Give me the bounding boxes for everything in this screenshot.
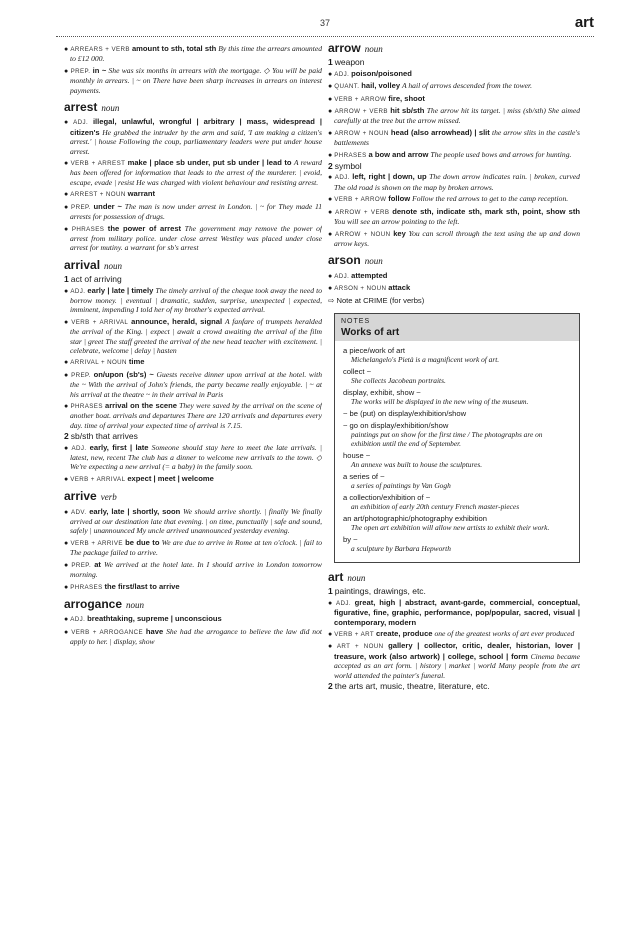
collocate-words: fire, shoot	[388, 93, 425, 103]
note-phrase: an art/photographic/photography exhibition	[343, 513, 487, 523]
collocate-words: left, right | down, up	[352, 172, 427, 182]
collocate-words: the power of arrest	[107, 223, 182, 233]
collocate-words: the first/last to arrive	[104, 581, 180, 591]
collocation-label: PREP.	[71, 203, 91, 211]
collocate-words: in ~	[92, 65, 107, 75]
note-example: An annexe was built to house the sculptures.	[351, 459, 483, 469]
collocation-line	[328, 207, 580, 227]
note-phrase: ~ be (put) on display/exhibition/show	[343, 408, 467, 418]
bullet-icon: ●	[328, 195, 333, 204]
example-text: She was six months in arrears with the mortgage. ◇ You will be paid monthly in arrears. | ~ on There have been sharp increases in arrears on interest payments.	[70, 65, 322, 95]
notes-label: NOTES	[341, 317, 371, 325]
collocation-line	[328, 172, 580, 192]
collocate-words: early, late | shortly, soon	[89, 506, 181, 516]
sense-text: symbol	[334, 161, 362, 172]
collocate-words: create, produce	[375, 628, 433, 638]
entry-arrears-cont	[64, 44, 322, 95]
sense-number: 2	[328, 161, 333, 172]
collocation-label: VERB + ARRIVAL	[70, 475, 126, 483]
collocation-line	[328, 229, 580, 249]
collocation-label: ADJ.	[334, 70, 350, 78]
collocate-words: hit sb/sth	[390, 106, 425, 116]
note-example: a sculpture by Barbara Hepworth	[351, 543, 451, 553]
collocation-label: PHRASES	[70, 403, 103, 410]
collocate-words: announce, herald, signal	[131, 316, 223, 326]
collocate-words: a bow and arrow	[368, 149, 429, 159]
note-item	[343, 409, 571, 418]
sense-number: 1	[64, 274, 69, 285]
collocation-label: ADJ.	[73, 119, 89, 127]
note-example: The open art exhibition will allow new artists to exhibit their work.	[351, 522, 550, 532]
sense-definition	[328, 162, 580, 171]
bullet-icon: ●	[328, 629, 333, 638]
collocation-label: ARROW + VERB	[335, 208, 390, 216]
bullet-icon: ●	[328, 150, 333, 159]
headword: arrival	[64, 257, 101, 272]
bullet-icon: ●	[64, 190, 69, 199]
collocation-line	[64, 44, 322, 64]
collocation-label: PREP.	[71, 561, 92, 569]
entry-head	[64, 489, 322, 504]
example-text: You can scroll through the text using the up and down arrow keys.	[334, 228, 580, 248]
sense-text: the arts art, music, theatre, literature, etc.	[334, 681, 490, 691]
collocation-label: ADJ.	[334, 174, 350, 182]
entry-arrest	[64, 100, 322, 253]
collocate-words: gallery | collector, critic, dealer, historian, lover | treasure, work (also artwork) | college, school | form	[334, 641, 580, 661]
entry-head	[64, 100, 322, 115]
notes-title: Works of art	[341, 326, 400, 338]
bullet-icon: ●	[328, 642, 335, 651]
collocate-words: head (also arrowhead) | slit	[390, 127, 490, 137]
collocation-line	[64, 357, 322, 367]
sense-text: sb/sth that arrives	[70, 431, 138, 442]
collocation-label: VERB + ARRIVAL	[71, 318, 129, 326]
collocation-label: VERB + ARROGANCE	[71, 628, 144, 636]
collocate-words: expect | meet | welcome	[127, 473, 214, 483]
bullet-icon: ●	[328, 69, 333, 78]
entry-arrive	[64, 489, 322, 592]
collocation-label: PREP.	[71, 371, 91, 379]
collocate-words: warrant	[127, 189, 156, 199]
example-text: Guests receive dinner upon arrival at the hotel. with the ~ With the arrival of John's friends, the party became really enjoyable. | ~ at his arrival at the theatre ~ in their arrival in Paris	[70, 369, 322, 399]
bullet-icon: ●	[64, 286, 69, 295]
collocate-words: illegal, unlawful, wrongful | arbitrary | mass, widespread | citizen's	[70, 117, 322, 137]
part-of-speech: noun	[347, 572, 366, 583]
sense-text: paintings, drawings, etc.	[334, 586, 426, 597]
collocate-words: have	[145, 626, 164, 636]
note-example: Michelangelo's Pietà is a magnificent work of art.	[351, 354, 500, 364]
bullet-icon: ●	[64, 507, 70, 516]
sense-text: act of arriving	[70, 274, 122, 285]
collocation-line	[64, 158, 322, 187]
collocation-line	[64, 582, 322, 592]
example-text: Follow the red arrows to get to the camp reception.	[412, 194, 569, 204]
example-text: The timely arrival of the cheque took away the need to borrow money. | eventual | dramatic, sudden, surprise, unexpected | expected, imminent, impending I told her of my brother's expected arrival.	[70, 285, 322, 315]
collocation-label: PREP.	[70, 67, 91, 75]
collocate-words: early | late | timely	[87, 285, 154, 295]
headword: arrow	[328, 44, 361, 55]
collocation-line	[328, 128, 580, 148]
collocation-label: VERB + ART	[334, 630, 375, 638]
cross-reference: ⇨ Note at CRIME (for verbs)	[328, 295, 425, 305]
collocate-words: arrival on the scene	[104, 401, 178, 410]
note-phrase: a collection/exhibition of ~	[343, 492, 431, 502]
collocate-words: key	[393, 228, 406, 238]
collocation-line	[328, 283, 580, 293]
part-of-speech: noun	[101, 103, 120, 114]
collocate-words: poison/poisoned	[351, 68, 412, 78]
note-item	[343, 388, 571, 406]
sense-definition	[64, 275, 322, 284]
example-text: The arrow hit its target. | miss (sb/sth) She aimed carefully at the tree but the arrow missed.	[334, 106, 580, 126]
headword: arson	[328, 253, 361, 268]
example-text: He grabbed the intruder by the arm and said, 'I am making a citizen's arrest.' | house Following the coup, parliamentary leaders were put under house arrest.	[70, 127, 322, 156]
bullet-icon: ●	[328, 82, 333, 91]
example-text: A reward has been offered for information that leads to the arrest of the murderer. | evoid, escape, evade | resist He was charged with violent behaviour and resisting arrest.	[70, 158, 322, 187]
collocation-label: ARRIVAL + NOUN	[70, 359, 127, 367]
note-example: She collects Jacobean portraits.	[351, 375, 446, 385]
collocate-words: follow	[388, 194, 411, 204]
entry-arrogance	[64, 596, 322, 647]
bullet-icon: ●	[328, 128, 333, 137]
sense-definition	[328, 682, 580, 691]
bullet-icon: ●	[64, 627, 70, 636]
example-text: They were saved by the arrival on the scene of another boat. arrivals and departures There are 120 arrivals and departures every day. time of arrival your expected time of arrival is 7.15.	[70, 401, 322, 430]
sense-number: 2	[328, 681, 333, 691]
collocation-line	[328, 194, 580, 204]
bullet-icon: ●	[64, 317, 70, 326]
collocation-label: QUANT.	[334, 83, 360, 91]
collocation-label: ARREST + NOUN	[70, 191, 126, 199]
example-text: the arrow slits in the castle's battlements	[334, 127, 580, 148]
collocation-line	[64, 627, 322, 647]
collocation-label: VERB + ARROW	[334, 196, 387, 204]
collocation-label: ADJ.	[335, 599, 351, 607]
bullet-icon: ●	[328, 207, 334, 216]
left-column	[64, 44, 322, 924]
collocate-words: breathtaking, supreme | unconscious	[87, 614, 222, 624]
part-of-speech: noun	[126, 599, 145, 610]
bullet-icon: ●	[64, 202, 70, 211]
collocation-line	[64, 286, 322, 315]
example-text: Cinema became accepted as an art form. | history | market | world Many people from the art world attended the painter's funeral.	[334, 651, 580, 680]
collocation-label: PHRASES	[334, 151, 367, 159]
headword: arrive	[64, 489, 97, 504]
entry-head	[64, 257, 322, 272]
headword: arrogance	[64, 596, 123, 611]
collocation-line	[64, 443, 322, 472]
right-column	[328, 44, 580, 924]
collocation-label: ADJ.	[71, 444, 87, 452]
collocate-words: time	[128, 357, 145, 367]
example-text: We should arrive shortly. | finally We finally arrived at our destination late that evening. | on time, punctually | safe and sound, safely | unannounced My uncle arrived unannounced yesterday evening.	[70, 506, 322, 536]
collocation-label: ADJ.	[70, 616, 86, 624]
notes-box	[334, 313, 580, 563]
collocation-line	[328, 150, 580, 160]
collocation-line	[64, 538, 322, 558]
note-item	[343, 472, 571, 490]
note-phrase: a series of ~	[343, 471, 385, 481]
example-text: A fanfare of trumpets heralded the arrival of the King. | expect | await a crowd awaiting the arrival of the film star | greet The staff greeted the arrival of the new head teacher with excitement. | celebrate, welcome | delay | hasten	[70, 316, 322, 355]
collocation-line	[328, 81, 580, 91]
bullet-icon: ●	[64, 538, 69, 547]
bullet-icon: ●	[64, 402, 69, 410]
collocation-label: VERB + ARRIVE	[70, 539, 123, 547]
part-of-speech: noun	[364, 44, 383, 54]
page-header	[56, 14, 594, 37]
collocation-label: ADV.	[71, 508, 87, 516]
bullet-icon: ●	[328, 229, 334, 238]
collocation-line	[328, 629, 580, 639]
collocation-line	[64, 474, 322, 484]
sense-definition	[64, 432, 322, 441]
bullet-icon: ●	[64, 615, 69, 624]
collocate-words: attempted	[351, 270, 388, 280]
note-example: paintings put on show for the first time / The photographs are on exhibition until the end of September.	[351, 429, 543, 448]
entry-arrow	[328, 44, 580, 248]
collocation-line	[64, 317, 322, 356]
collocation-label: ARREARS + VERB	[70, 46, 130, 53]
collocation-label: ARSON + NOUN	[334, 285, 387, 293]
collocation-line	[64, 189, 322, 199]
collocate-words: on/upon (sb's) ~	[93, 369, 154, 379]
collocate-words: early, first | late	[89, 442, 149, 452]
bullet-icon: ●	[64, 45, 69, 53]
part-of-speech: noun	[104, 260, 123, 271]
example-text: The down arrow indicates rain. | broken, curved The old road is shown on the map by broken arrows.	[334, 172, 580, 192]
collocation-label: ADJ.	[70, 287, 86, 295]
bullet-icon: ●	[64, 443, 70, 452]
note-phrase: ~ go on display/exhibition/show	[343, 420, 449, 430]
note-phrase: a piece/work of art	[343, 345, 406, 355]
bullet-icon: ●	[64, 66, 69, 75]
example-text: The government may remove the power of arrest from military police. under close arrest Westley was placed under close arrest for mutiny. a warrant for sb's arrest	[70, 223, 322, 253]
note-phrase: by ~	[343, 534, 358, 544]
bullet-icon: ●	[328, 107, 333, 116]
part-of-speech: verb	[100, 492, 117, 503]
example-text: You will see an arrow pointing to the left.	[334, 217, 460, 227]
bullet-icon: ●	[328, 94, 333, 103]
bullet-icon: ●	[64, 224, 70, 233]
note-phrase: house ~	[343, 450, 371, 460]
collocate-words: denote sth, indicate sth, mark sth, point, show sth	[392, 206, 580, 216]
right-column-entries-continued	[328, 569, 580, 691]
notes-header	[335, 314, 579, 341]
example-text: The man is now under arrest in London. | ~ for They made 11 arrests for possession of drugs.	[70, 201, 322, 222]
collocation-line	[328, 94, 580, 104]
sense-definition	[328, 58, 580, 67]
collocation-line	[328, 598, 580, 627]
right-column-entries	[328, 44, 580, 305]
headword: arrest	[64, 100, 98, 115]
collocate-words: under ~	[93, 201, 122, 211]
collocation-line	[64, 117, 322, 156]
bullet-icon: ●	[328, 271, 333, 280]
entry-art	[328, 569, 580, 691]
headword: art	[328, 569, 344, 584]
collocation-label: PHRASES	[71, 225, 105, 233]
collocation-label: ARROW + VERB	[334, 108, 388, 116]
collocation-line	[64, 560, 322, 580]
page-number: 37	[319, 18, 330, 28]
note-phrase: display, exhibit, show ~	[343, 387, 421, 397]
entry-head	[328, 44, 580, 54]
entry-arrival	[64, 257, 322, 485]
collocation-label: ARROW + NOUN	[334, 129, 389, 137]
note-item	[343, 535, 571, 553]
collocation-line	[64, 614, 322, 624]
collocation-line	[64, 507, 322, 536]
note-phrase: collect ~	[343, 366, 372, 376]
bullet-icon: ●	[64, 582, 69, 591]
collocation-line	[328, 106, 580, 126]
entry-arson	[328, 253, 580, 305]
sense-number: 2	[64, 431, 69, 442]
collocation-line	[64, 66, 322, 95]
example-text: one of the greatest works of art ever produced	[434, 628, 575, 638]
collocation-label: ART + NOUN	[336, 643, 384, 651]
example-text: The people used bows and arrows for hunting.	[430, 149, 572, 159]
collocation-line	[328, 271, 580, 281]
collocate-words: at	[94, 559, 101, 569]
collocation-label: ARROW + NOUN	[335, 230, 391, 238]
bullet-icon: ●	[64, 474, 69, 483]
collocation-label: PHRASES	[70, 583, 103, 591]
note-example: a series of paintings by Van Gogh	[351, 480, 451, 490]
collocation-label: VERB + ARROW	[334, 95, 387, 103]
sense-definition	[328, 587, 580, 596]
note-item	[343, 514, 571, 532]
note-item	[343, 346, 571, 364]
collocate-words: attack	[388, 283, 411, 293]
collocation-line	[64, 401, 322, 430]
bullet-icon: ●	[64, 560, 70, 569]
bullet-icon: ●	[328, 173, 333, 182]
note-example: The works will be displayed in the new wing of the museum.	[351, 396, 529, 406]
collocation-line	[328, 641, 580, 680]
bullet-icon: ●	[328, 284, 333, 293]
sense-text: weapon	[334, 57, 365, 68]
sense-number: 1	[328, 586, 333, 597]
note-item	[343, 367, 571, 385]
bullet-icon: ●	[64, 370, 70, 379]
note-item	[343, 493, 571, 511]
collocate-words: make | place sb under, put sb under | lead to	[127, 158, 292, 168]
bullet-icon: ●	[64, 118, 72, 127]
collocate-words: amount to sth, total sth	[131, 44, 217, 53]
collocation-line	[64, 224, 322, 253]
bullet-icon: ●	[64, 358, 69, 367]
example-text: A hail of arrows descended from the tower.	[401, 81, 533, 91]
notes-body	[335, 341, 579, 562]
entry-head	[328, 569, 580, 584]
collocate-words: great, high | abstract, avant-garde, commercial, conceptual, figurative, fine, graphic, performance, pop/popular, sacred, visual | contemporary, modern	[334, 597, 580, 627]
entry-head	[64, 596, 322, 611]
note-example: an exhibition of early 20th century French master-pieces	[351, 501, 520, 511]
example-text: By this time the arrears amounted to £12 000.	[70, 44, 322, 64]
example-text: She had the arrogance to believe the law did not apply to her. | display, show	[70, 626, 322, 647]
collocate-words: be due to	[125, 537, 160, 547]
note-item	[343, 451, 571, 469]
collocate-words: hail, volley	[361, 81, 401, 91]
example-text: Someone should stay here to meet the late arrivals. | latest, new, recent The club has a dinner to welcome new arrivals to the town. ◇ We're expecting a new arrival (= a baby) in the family soon.	[70, 442, 322, 472]
note-item	[343, 421, 571, 448]
example-text: We arrived at the hotel late. In I should arrive in London tomorrow morning.	[70, 559, 322, 580]
collocation-line	[64, 370, 322, 399]
entry-head	[328, 253, 580, 268]
part-of-speech: noun	[364, 256, 383, 267]
bullet-icon: ●	[64, 159, 69, 168]
running-headword: art	[574, 14, 594, 31]
collocation-line	[64, 202, 322, 222]
collocation-label: VERB + ARREST	[70, 160, 126, 168]
sense-number: 1	[328, 57, 333, 68]
collocation-label: ADJ.	[334, 272, 350, 280]
example-text: We are due to arrive in Rome at ten o'clock. | fail to The package failed to arrive.	[70, 537, 322, 558]
bullet-icon: ●	[328, 598, 334, 607]
collocation-line	[328, 69, 580, 79]
